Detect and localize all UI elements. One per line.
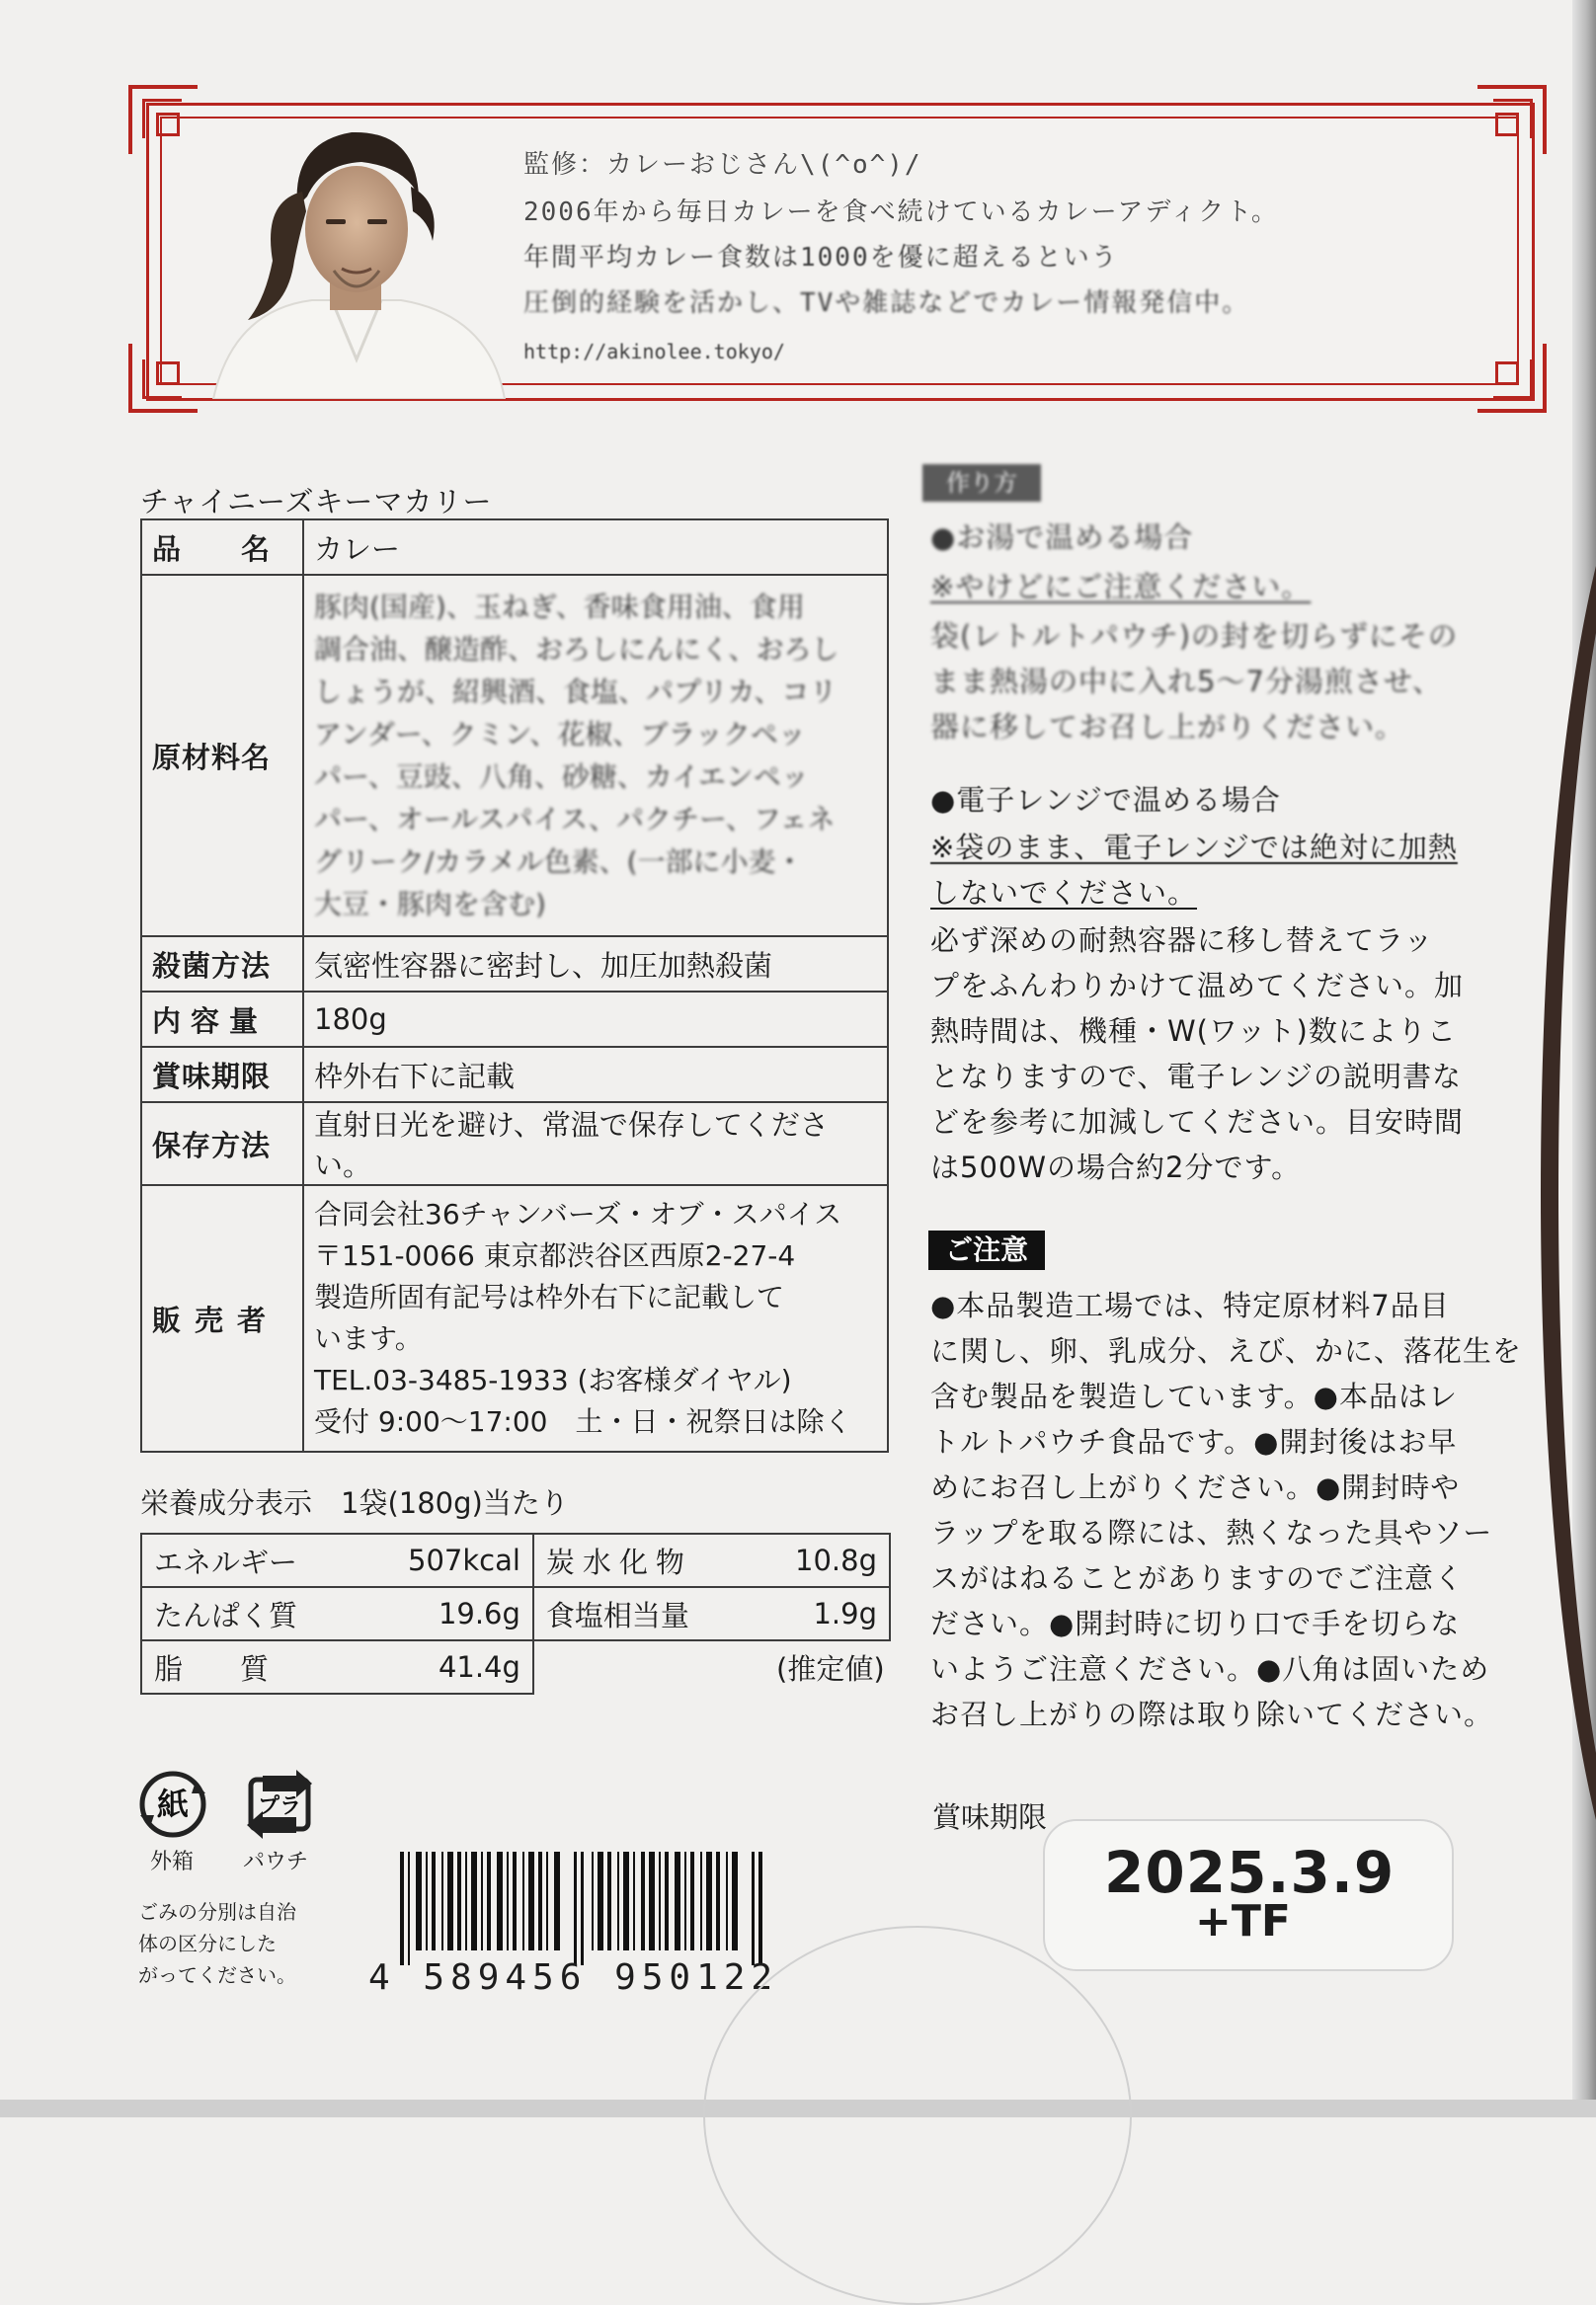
- table-row: [141, 1534, 890, 1587]
- table-row: [141, 936, 888, 992]
- howto-boil-line: まま熱湯の中に入れ5～7分湯煎させ、: [930, 665, 1443, 698]
- ingredients-line: しょうが、紹興酒、食塩、パプリカ、コリ: [314, 676, 838, 708]
- caution-line: トルトパウチ食品です。●開封後はお早: [930, 1425, 1458, 1459]
- spec-value-content: 180g: [303, 992, 888, 1047]
- paper-mark-label: 外箱: [150, 1850, 195, 1874]
- ingredients-line: アンダー、クミン、花椒、ブラックペッ: [314, 718, 806, 751]
- spec-value-name: カレー: [303, 519, 888, 575]
- spec-value-bestbefore: 枠外右下に記載: [303, 1047, 888, 1102]
- seller-line: 合同会社36チャンバーズ・オブ・スパイス: [314, 1198, 842, 1231]
- supervisor-portrait: [203, 113, 510, 399]
- howto-micro-warning: ※袋のまま、電子レンジでは絶対に加熱: [930, 831, 1458, 864]
- pouch-window-edge: [1541, 435, 1596, 1951]
- spec-label-content: 内容量: [141, 992, 303, 1047]
- caution-line: スがはねることがありますのでご注意く: [930, 1561, 1465, 1595]
- supervisor-url: http://akinolee.tokyo/: [523, 340, 785, 363]
- caution-line: ださい。●開封時に切り口で手を切らな: [930, 1607, 1461, 1640]
- caution-line: に関し、卵、乳成分、えび、かに、落花生を: [930, 1334, 1522, 1368]
- frame-corner-ornament: [128, 344, 198, 413]
- ingredients-line: 豚肉(国産)、玉ねぎ、香味食用油、食用: [314, 591, 805, 623]
- nutrition-value: 507kcal: [357, 1534, 532, 1587]
- paper-recycle-icon: [136, 1768, 209, 1841]
- disposal-note: [138, 1896, 346, 1991]
- best-before-label: 賞味期限: [932, 1800, 1048, 1834]
- howto-micro-line: となりますので、電子レンジの説明書な: [930, 1060, 1462, 1093]
- seller-line: 受付 9:00～17:00 土・日・祝祭日は除く: [314, 1405, 852, 1438]
- caution-line: 含む製品を製造しています。●本品はレ: [930, 1380, 1458, 1413]
- frame-corner-ornament: [1477, 344, 1547, 413]
- frame-corner-ornament: [1477, 85, 1547, 154]
- nutrition-value: 1.9g: [753, 1587, 890, 1640]
- howto-micro-heading: ●電子レンジで温める場合: [930, 783, 1281, 817]
- tuck-tab-outline: [703, 1926, 1132, 2305]
- ingredients-line: グリーク/カラメル色素、(一部に小麦・: [314, 845, 804, 878]
- plastic-recycle-icon: [243, 1768, 316, 1841]
- howto-boil-warning: ※やけどにご注意ください。: [930, 570, 1312, 603]
- nutrition-title: 栄養成分表示 1袋(180g)当たり: [140, 1486, 569, 1520]
- spec-value-sterilization: 気密性容器に密封し、加圧加熱殺菌: [303, 936, 888, 992]
- product-name: チャイニーズキーマカリー: [140, 485, 493, 518]
- nutrition-label: たんぱく質: [141, 1587, 357, 1640]
- howto-micro-line: どを参考に加減してください。目安時間: [930, 1105, 1465, 1139]
- disposal-line: 体の区分にした: [138, 1932, 277, 1955]
- disposal-line: ごみの分別は自治: [138, 1900, 296, 1924]
- plastic-mark-text: プラ: [257, 1794, 302, 1819]
- howto-micro-line: は500Wの場合約2分です。: [930, 1151, 1302, 1184]
- spec-label-storage: 保存方法: [141, 1102, 303, 1185]
- best-before-date: 2025.3.9: [1104, 1839, 1396, 1906]
- supervisor-line: 年間平均カレー食数は1000を優に超えるという: [523, 243, 1119, 273]
- ingredients-line: パー、オールスパイス、パクチー、フェネ: [314, 803, 836, 835]
- seller-line: 〒151-0066 東京都渋谷区西原2-27-4: [314, 1239, 796, 1272]
- barcode-number: 4 589456 950122: [368, 1957, 779, 1998]
- supervisor-name: 監修：カレーおじさん\(^o^)/: [523, 150, 922, 180]
- manufacturer-code: +TF: [1195, 1896, 1291, 1947]
- spec-value-storage: 直射日光を避け、常温で保存してください。: [303, 1102, 888, 1185]
- supervisor-line: 2006年から毎日カレーを食べ続けているカレーアディクト。: [523, 198, 1279, 227]
- plastic-mark-label: パウチ: [243, 1850, 309, 1874]
- spec-label-name: 品 名: [152, 531, 272, 566]
- table-row: [141, 1102, 888, 1185]
- spec-value-ingredients: [303, 575, 888, 936]
- paper-mark-text: 紙: [156, 1786, 190, 1823]
- table-row: [141, 1587, 890, 1640]
- nutrition-label: 食塩相当量: [533, 1587, 753, 1640]
- table-row: [141, 992, 888, 1047]
- nutrition-value: 10.8g: [753, 1534, 890, 1587]
- spec-label: [141, 519, 303, 575]
- spec-label-ingredients: 原材料名: [141, 575, 303, 936]
- howto-micro-line: プをふんわりかけて温めてください。加: [930, 969, 1465, 1002]
- frame-corner-ornament: [128, 85, 198, 154]
- seller-line: TEL.03-3485-1933 (お客様ダイヤル): [314, 1364, 792, 1396]
- howto-tag: 作り方: [922, 464, 1041, 502]
- caution-line: ●本品製造工場では、特定原材料7品目: [930, 1289, 1450, 1322]
- table-row: [141, 1047, 888, 1102]
- barcode: [400, 1852, 765, 1965]
- spec-label-bestbefore: 賞味期限: [141, 1047, 303, 1102]
- table-row: [141, 1185, 888, 1452]
- supervisor-line: 圧倒的経験を活かし、TVや雑誌などでカレー情報発信中。: [523, 288, 1250, 318]
- nutrition-estimate-note: (推定値): [776, 1652, 885, 1686]
- howto-boil-line: 器に移してお召し上がりください。: [930, 710, 1405, 744]
- table-row: [141, 519, 888, 575]
- spec-label-sterilization: 殺菌方法: [141, 936, 303, 992]
- howto-boil-line: 袋(レトルトパウチ)の封を切らずにその: [930, 619, 1459, 653]
- nutrition-label: エネルギー: [141, 1534, 357, 1587]
- spec-label-seller: 販売者: [141, 1185, 303, 1452]
- nutrition-value: 19.6g: [357, 1587, 532, 1640]
- nutrition-value: 41.4g: [357, 1640, 532, 1694]
- caution-tag: ご注意: [928, 1231, 1045, 1270]
- howto-micro-line: 熱時間は、機種・W(ワット)数によりこ: [930, 1014, 1457, 1048]
- ingredients-line: 調合油、醸造酢、おろしにんにく、おろし: [314, 633, 839, 666]
- caution-line: お召し上がりの際は取り除いてください。: [930, 1698, 1494, 1731]
- ingredients-line: 大豆・豚肉を含む): [314, 888, 546, 920]
- spec-value-seller: [303, 1185, 888, 1452]
- seller-line: います。: [314, 1322, 423, 1355]
- product-spec-table: [140, 518, 889, 1453]
- nutrition-label: 脂 質: [141, 1640, 357, 1694]
- caution-line: ラップを取る際には、熱くなった具やソー: [930, 1516, 1493, 1550]
- caution-line: めにお召し上がりください。●開封時や: [930, 1470, 1461, 1504]
- howto-micro-warning: しないでください。: [930, 876, 1198, 910]
- ingredients-line: パー、豆豉、八角、砂糖、カイエンペッ: [314, 760, 809, 793]
- howto-boil-heading: ●お湯で温める場合: [930, 520, 1194, 554]
- nutrition-label: 炭水化物: [533, 1534, 753, 1587]
- caution-line: いようご注意ください。●八角は固いため: [930, 1652, 1490, 1686]
- seller-line: 製造所固有記号は枠外右下に記載して: [314, 1281, 785, 1313]
- disposal-line: がってください。: [138, 1963, 296, 1987]
- table-row: [141, 575, 888, 936]
- howto-micro-line: 必ず深めの耐熱容器に移し替えてラッ: [930, 923, 1434, 957]
